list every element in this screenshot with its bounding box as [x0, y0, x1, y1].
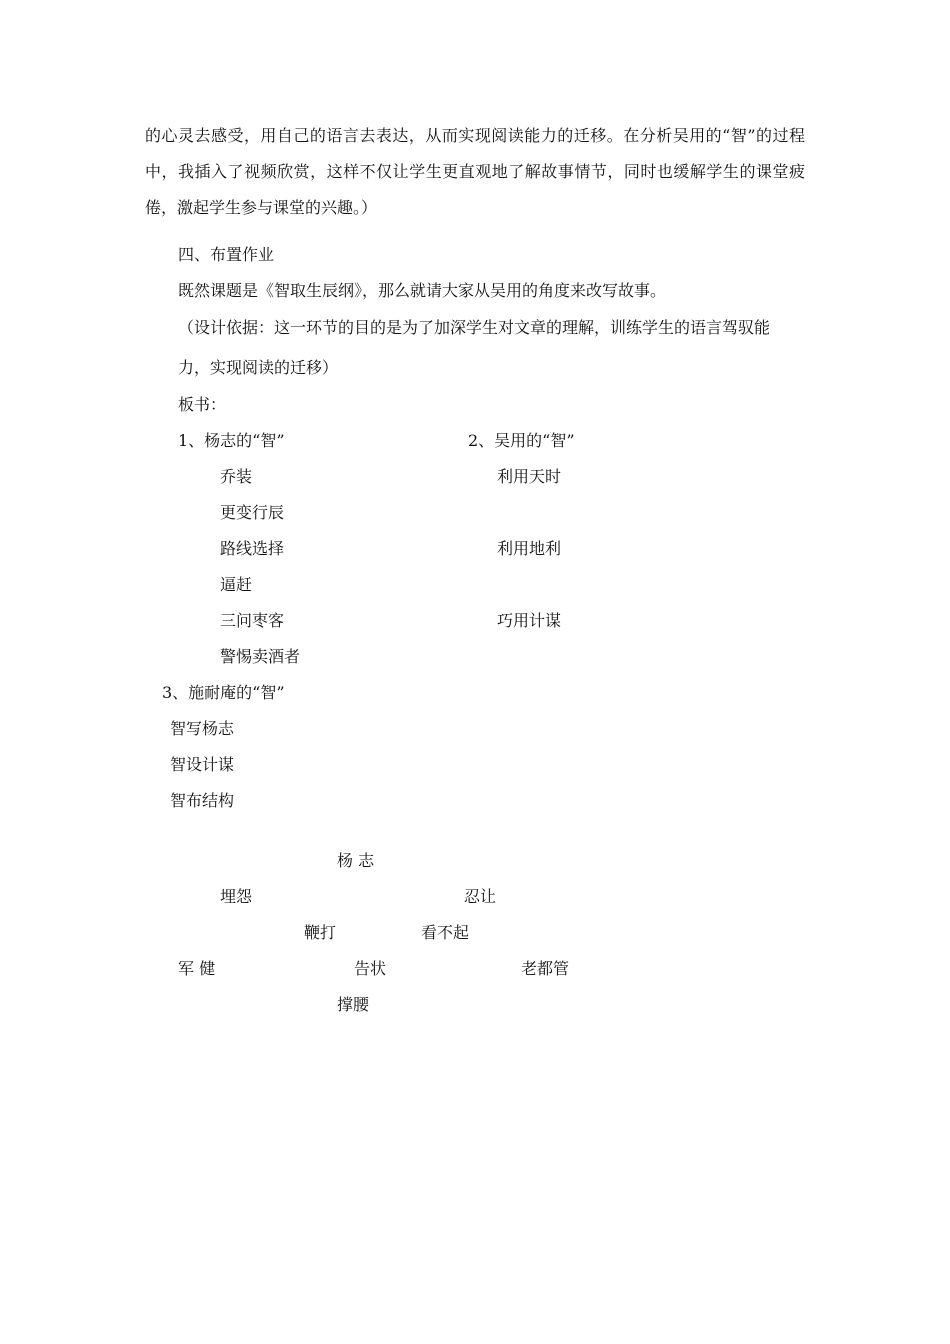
homework-text: 既然课题是《智取生辰纲》，那么就请大家从吴用的角度来改写故事。 [178, 281, 667, 300]
diagram-center: 杨 志 [337, 851, 375, 870]
diagram-right: 忍让 [464, 887, 497, 906]
design-basis-line-2: 力，实现阅读的迁移） [178, 358, 339, 377]
wuyong-title: 2、吴用的“智” [468, 431, 575, 450]
diagram-bottom: 撑腰 [337, 995, 370, 1014]
wuyong-item: 利用天时 [497, 467, 562, 486]
yangzhi-item: 路线选择 [220, 539, 285, 558]
board-label: 板书： [178, 395, 227, 414]
diagram-mid-left: 鞭打 [304, 923, 337, 942]
yangzhi-item: 逼赶 [220, 575, 253, 594]
diagram-bottom-left: 军 健 [178, 959, 216, 978]
intro-paragraph: 的心灵去感受，用自己的语言去表达，从而实现阅读能力的迁移。在分析吴用的“智”的过程中，我插入了视频欣赏，这样不仅让学生更直观地了解故事情节，同时也缓解学生的课堂疲倦，激起学生参与课堂的兴趣。） [145, 126, 805, 217]
yangzhi-item: 三问枣客 [220, 611, 285, 630]
wuyong-item: 利用地利 [497, 539, 562, 558]
shinaian-item: 智设计谋 [170, 755, 235, 774]
yangzhi-item: 更变行辰 [220, 503, 285, 522]
diagram-left: 埋怨 [220, 887, 253, 906]
yangzhi-item: 警惕卖酒者 [220, 647, 301, 666]
homework-heading: 四、布置作业 [178, 245, 275, 264]
diagram-bottom-center: 告状 [354, 959, 387, 978]
shinaian-item: 智布结构 [170, 791, 235, 810]
yangzhi-item: 乔装 [220, 467, 253, 486]
diagram-mid-right: 看不起 [421, 923, 470, 942]
design-basis-line-1: （设计依据：这一环节的目的是为了加深学生对文章的理解，训练学生的语言驾驭能 [178, 318, 771, 337]
shinaian-item: 智写杨志 [170, 719, 235, 738]
yangzhi-title: 1、杨志的“智” [178, 431, 285, 450]
shinaian-title: 3、施耐庵的“智” [162, 683, 285, 702]
diagram-bottom-right: 老都管 [521, 959, 570, 978]
wuyong-item: 巧用计谋 [497, 611, 562, 630]
